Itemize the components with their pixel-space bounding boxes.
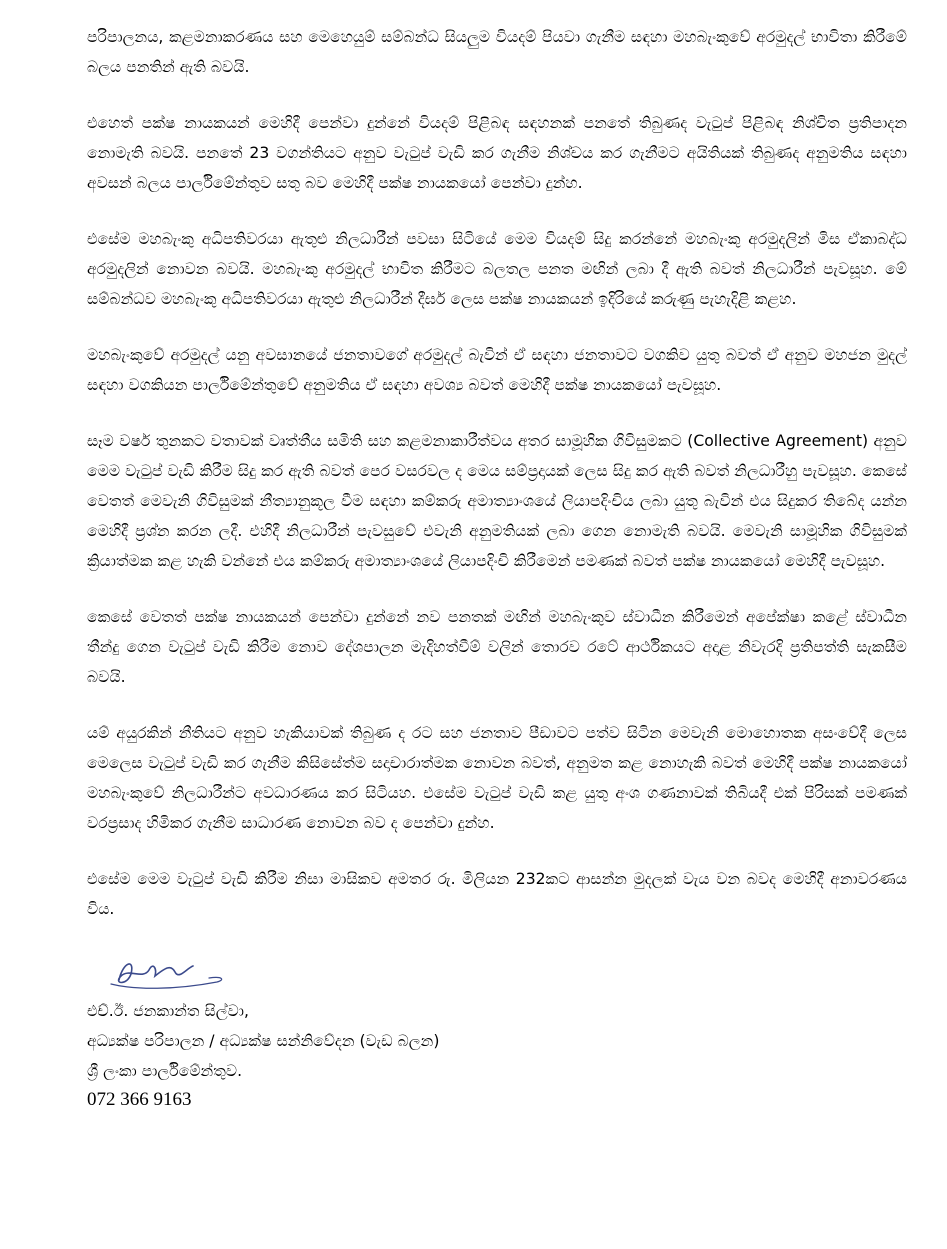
signatory-phone: 072 366 9163 <box>87 1089 192 1110</box>
paragraph-1: පරිපාලනය, කළමනාකරණය සහ මෙහෙයුම් සම්බන්ධ සියලුම වියදම් පියවා ගැනීම සඳහා මහබැංකුවේ අරමුදල් භාවිතා කිරීමේ බලය පනතින් ඇති බවයි. <box>87 28 907 76</box>
signature-mark <box>105 950 235 994</box>
paragraph-5: සෑම වර්ෂ තුනකට වතාවක් වෘත්තීය සමිති සහ කළමනාකාරීත්වය අතර සාමූහික ගිවිසුමකට (Collective Agreement) අනුව මෙම වැටුප් වැඩි කිරීම සිදු කර ඇති බවත් පෙර වසරවල ද මෙය සම්ප්‍රදායක් ලෙස සිදු කර ඇති බවත් නිලධාරීහු පැවසූහ. කෙසේ වෙතත් මෙවැනි ගිවිසුමක් නීත්‍යානුකූල වීම සඳහා කම්කරු අමාත්‍යාංශයේ ලියාපදිංචිය ලබා යුතු බැවින් එය සිදුකර තිබේද යන්න මෙහිදී ප්‍රශ්න කරන ලදී. එහිදී නිලධාරීන් පැවසුවේ එවැනි අනුමතියක් ලබා ගෙන නොමැති බවයි. මෙවැනි සාමූහික ගිවිසුමක් ක්‍රියාත්මක කළ හැකි වන්නේ එය කම්කරු අමාත්‍යාංශයේ ලියාපදිංචි කිරීමෙන් පමණක් බවත් පක්ෂ නායකයෝ මෙහිදී පැවසූහ. <box>87 432 907 570</box>
signatory-title: අධ්‍යක්ෂ පරිපාලන / අධ්‍යක්ෂ සන්නිවේදන (වැඩ බලන) <box>87 1032 440 1050</box>
paragraph-2: එහෙත් පක්ෂ නායකයන් මෙහිදී පෙන්වා දුන්නේ වියදම් පිළිබඳ සඳහනක් පනතේ තිබුණද වැටුප් පිළිබඳ නිශ්චිත ප්‍රතිපාදන නොමැති බවයි. පනතේ 23 වගන්තියට අනුව වැටුප් වැඩි කර ගැනීම නිශ්චය කර ගැනීමට අයිතියක් තිබුණද අනුමතිය සඳහා අවසන් බලය පාර්ලිමේන්තුව සතු බව මෙහිදී පක්ෂ නායකයෝ පෙන්වා දුන්හ. <box>87 114 907 192</box>
paragraph-8: එසේම මෙම වැටුප් වැඩි කිරීම නිසා මාසිකව අමතර රු. මිලියන 232කට ආසන්න මුදලක් වැය වන බවද මෙහිදී අනාවරණය විය. <box>87 870 907 918</box>
signatory-institution: ශ්‍රී ලංකා පාර්ලිමේන්තුව. <box>87 1062 243 1080</box>
paragraph-6: කෙසේ වෙතත් පක්ෂ නායකයන් පෙන්වා දුන්නේ නව පනතක් මඟින් මහබැංකුව ස්වාධීන කිරීමෙන් අපේක්ෂා කළේ ස්වාධීන තීන්දු ගෙන වැටුප් වැඩි කිරීම නොව දේශපාලන මැදිහත්වීම් වලින් තොරව රටේ ආර්ථිකයට අදාළ නිවැරදි ප්‍රතිපත්ති සැකසීම බවයි. <box>87 608 907 686</box>
handwritten-signature <box>105 950 907 996</box>
paragraph-4: මහබැංකුවේ අරමුදල් යනු අවසානයේ ජනතාවගේ අරමුදල් බැවින් ඒ සඳහා ජනතාවට වගකිව යුතු බවත් ඒ අනුව මහජන මුදල් සඳහා වගකියන පාර්ලිමේන්තුවේ අනුමතිය ඒ සඳහා අවශ්‍ය බවත් මෙහිදී පක්ෂ නායකයෝ පැවසූහ. <box>87 346 907 394</box>
paragraph-7: යම් අයුරකින් නීතියට අනුව හැකියාවක් තිබුණ ද රට සහ ජනතාව පීඩාවට පත්ව සිටින මෙවැනි මොහොතක අසංවේදී ලෙස මෙලෙස වැටුප් වැඩි කර ගැනීම කිසිසේත්ම සදාචාරාත්මක නොවන බවත්, අනුමත කළ නොහැකි බවත් මෙහිදී පක්ෂ නායකයෝ මහබැංකුවේ නිලධාරීන්ට අවධාරණය කර සිටියහ. එසේම වැටුප් වැඩි කළ යුතු අංශ ගණනාවක් තිබියදී එක් පිරිසක් පමණක් වරප්‍රසාද හිමිකර ගැනීම සාධාරණ නොවන බව ද පෙන්වා දුන්හ. <box>87 724 907 832</box>
signatory-name: එච්.ඊ. ජනකාන්ත සිල්වා, <box>87 1002 249 1020</box>
paragraph-3: එසේම මහබැංකු අධිපතිවරයා ඇතුළු නිලධාරීන් පවසා සිටියේ මෙම වියදම් සිදු කරන්නේ මහබැංකු අරමුදලින් මිස ඒකාබද්ධ අරමුදලින් නොවන බවයි. මහබැංකු අරමුදල් භාවිත කිරීමට බලතල පනත මඟින් ලබා දී ඇති බවත් නිලධාරීන් පැවසූහ. මේ සම්බන්ධව මහබැංකු අධිපතිවරයා ඇතුළු නිලධාරීන් දීර්ඝ ලෙස පක්ෂ නායකයන් ඉදිරියේ කරුණු පැහැදිළි කළහ. <box>87 230 907 308</box>
